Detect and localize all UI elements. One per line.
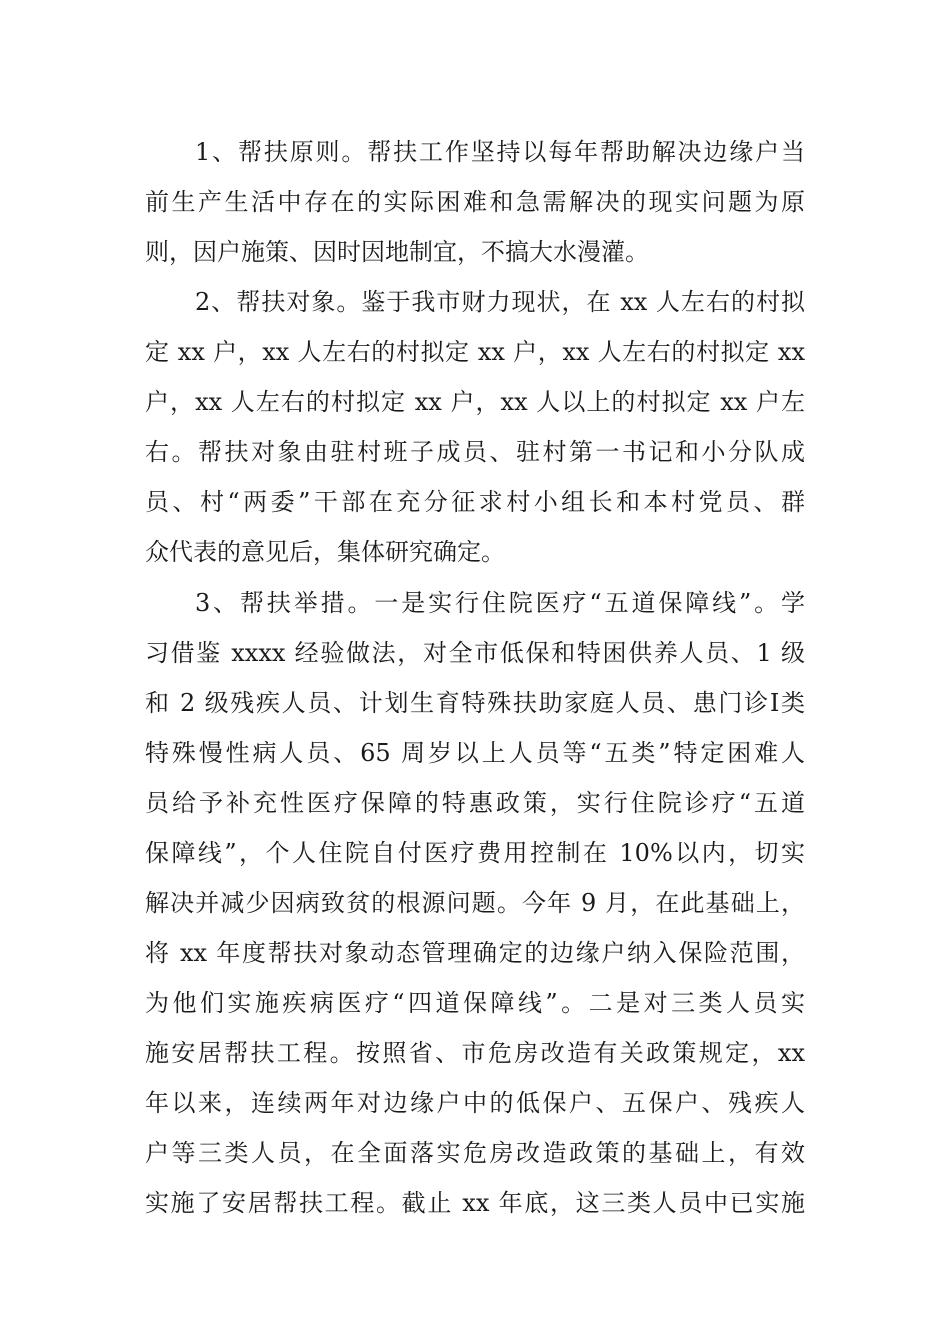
text-line: 户等三类人员，在全面落实危房改造政策的基础上，有效 (145, 1139, 805, 1167)
text-line: 2、帮扶对象。鉴于我市财力现状，在 xx 人左右的村拟 (195, 288, 805, 316)
text-line: 员、村“两委”干部在充分征求村小组长和本村党员、群 (145, 488, 805, 516)
text-line: 特殊慢性病人员、65 周岁以上人员等“五类”特定困难人 (145, 739, 805, 767)
text-line: 将 xx 年度帮扶对象动态管理确定的边缘户纳入保险范围， (145, 939, 805, 967)
text-line: 习借鉴 xxxx 经验做法，对全市低保和特困供养人员、1 级 (145, 639, 805, 667)
text-line: 则，因户施策、因时因地制宜，不搞大水漫灌。 (145, 238, 649, 266)
text-line: 和 2 级残疾人员、计划生育特殊扶助家庭人员、患门诊Ⅰ类 (145, 689, 805, 717)
text-line: 施安居帮扶工程。按照省、市危房改造有关政策规定，xx (145, 1039, 805, 1067)
text-line: 解决并减少因病致贫的根源问题。今年 9 月，在此基础上， (145, 889, 805, 917)
text-line: 实施了安居帮扶工程。截止 xx 年底，这三类人员中已实施 (145, 1189, 805, 1217)
text-line: 户，xx 人左右的村拟定 xx 户，xx 人以上的村拟定 xx 户左 (145, 388, 805, 416)
text-line: 年以来，连续两年对边缘户中的低保户、五保户、残疾人 (145, 1089, 805, 1117)
text-line: 为他们实施疾病医疗“四道保障线”。二是对三类人员实 (145, 989, 805, 1017)
text-line: 3、帮扶举措。一是实行住院医疗“五道保障线”。学 (195, 589, 805, 617)
text-line: 前生产生活中存在的实际困难和急需解决的现实问题为原 (145, 188, 805, 216)
text-line: 1、帮扶原则。帮扶工作坚持以每年帮助解决边缘户当 (195, 138, 805, 166)
text-line: 右。帮扶对象由驻村班子成员、驻村第一书记和小分队成 (145, 438, 805, 466)
text-line: 众代表的意见后，集体研究确定。 (145, 538, 505, 566)
text-line: 定 xx 户，xx 人左右的村拟定 xx 户，xx 人左右的村拟定 xx (145, 338, 805, 366)
text-line: 保障线”，个人住院自付医疗费用控制在 10%以内，切实 (145, 839, 805, 867)
text-line: 员给予补充性医疗保障的特惠政策，实行住院诊疗“五道 (145, 789, 805, 817)
